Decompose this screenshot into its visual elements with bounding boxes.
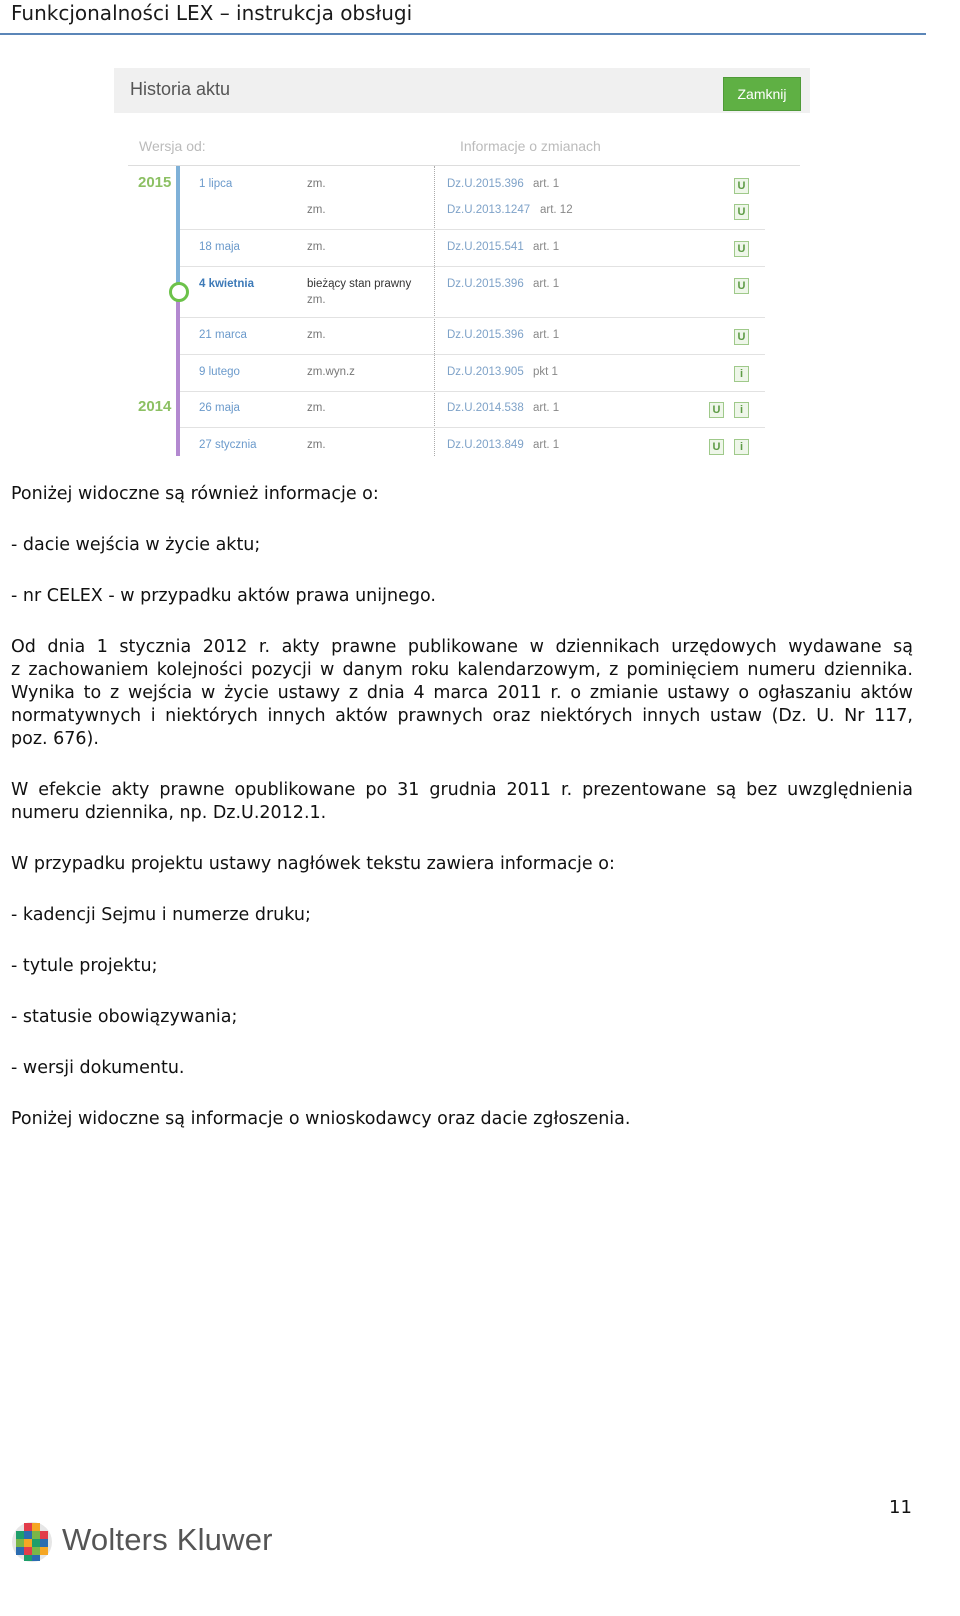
year-label: 2015 — [138, 174, 172, 191]
list-item: - nr CELEX - w przypadku aktów prawa unijnego. — [11, 586, 436, 606]
change-type: zm. — [307, 439, 326, 451]
info-icon[interactable]: i — [734, 366, 749, 382]
version-date[interactable]: 9 lutego — [199, 366, 240, 378]
u-icon[interactable]: U — [734, 178, 749, 194]
u-icon[interactable]: U — [734, 241, 749, 257]
paragraph-line: poz. 676). — [11, 729, 99, 749]
change-article: art. 12 — [540, 204, 573, 216]
change-article: art. 1 — [533, 439, 560, 451]
change-type: zm. — [307, 178, 326, 190]
row-divider — [180, 229, 765, 230]
list-item: - dacie wejścia w życie aktu; — [11, 535, 261, 555]
current-legal-state: bieżący stan prawny — [307, 278, 412, 290]
u-icon[interactable]: U — [734, 329, 749, 345]
page-number: 11 — [889, 1497, 912, 1518]
change-reference-link[interactable]: Dz.U.2015.541 — [447, 241, 524, 253]
paragraph-line: numeru dziennika, np. Dz.U.2012.1. — [11, 803, 327, 823]
panel-header — [114, 68, 810, 113]
change-article: art. 1 — [533, 402, 560, 414]
change-reference-link[interactable]: Dz.U.2015.396 — [447, 178, 524, 190]
list-item: - tytule projektu; — [11, 956, 158, 976]
u-icon[interactable]: U — [734, 278, 749, 294]
version-date[interactable]: 21 marca — [199, 329, 247, 341]
change-reference-link[interactable]: Dz.U.2013.1247 — [447, 204, 531, 216]
paragraph: W przypadku projektu ustawy nagłówek tekstu zawiera informacje o: — [11, 854, 615, 874]
change-reference-link[interactable]: Dz.U.2013.905 — [447, 366, 524, 378]
change-article: pkt 1 — [533, 366, 558, 378]
row-divider — [180, 354, 765, 355]
version-date[interactable]: 1 lipca — [199, 178, 233, 190]
current-version-marker-icon — [169, 282, 189, 302]
page-header — [0, 0, 926, 35]
paragraph-line: z zachowaniem kolejności pozycji w danym roku kalendarzowym, z pominięciem numeru dziennika. — [11, 660, 913, 680]
change-type: zm. — [307, 329, 326, 341]
list-item: - kadencji Sejmu i numerze druku; — [11, 905, 311, 925]
change-type: zm. — [307, 241, 326, 253]
change-article: art. 1 — [533, 241, 560, 253]
close-button[interactable]: Zamknij — [723, 77, 801, 111]
row-divider — [180, 317, 765, 318]
change-article: art. 1 — [533, 329, 560, 341]
change-type: zm. — [307, 294, 326, 306]
u-icon[interactable]: U — [709, 439, 724, 455]
year-label: 2014 — [138, 398, 172, 415]
version-date[interactable]: 27 stycznia — [199, 439, 257, 451]
change-type: zm. — [307, 204, 326, 216]
change-reference-link[interactable]: Dz.U.2015.396 — [447, 278, 524, 290]
brand-name: Wolters Kluwer — [62, 1522, 273, 1557]
list-item: - wersji dokumentu. — [11, 1058, 185, 1078]
act-history-screenshot — [114, 68, 810, 460]
paragraph: Poniżej widoczne są informacje o wnioskodawcy oraz dacie zgłoszenia. — [11, 1109, 631, 1129]
change-reference-link[interactable]: Dz.U.2014.538 — [447, 402, 524, 414]
row-divider — [180, 427, 765, 428]
change-article: art. 1 — [533, 178, 560, 190]
paragraph: Poniżej widoczne są również informacje o: — [11, 484, 379, 504]
document-title: Funkcjonalności LEX – instrukcja obsługi — [11, 1, 413, 25]
change-article: art. 1 — [533, 278, 560, 290]
version-date[interactable]: 26 maja — [199, 402, 240, 414]
info-icon[interactable]: i — [734, 439, 749, 455]
change-reference-link[interactable]: Dz.U.2015.396 — [447, 329, 524, 341]
change-type: zm. — [307, 402, 326, 414]
timeline-past — [176, 291, 180, 456]
list-item: - statusie obowiązywania; — [11, 1007, 238, 1027]
change-type: zm.wyn.z — [307, 366, 355, 378]
version-date-current[interactable]: 4 kwietnia — [199, 278, 254, 290]
wolters-kluwer-logo-icon — [11, 1521, 53, 1563]
info-icon[interactable]: i — [734, 402, 749, 418]
paragraph-line: Od dnia 1 stycznia 2012 r. akty prawne publikowane w dziennikach urzędowych wydawane są — [11, 637, 913, 657]
paragraph-line: W efekcie akty prawne opublikowane po 31 grudnia 2011 r. prezentowane są bez uwzględnienia — [11, 780, 913, 800]
u-icon[interactable]: U — [734, 204, 749, 220]
u-icon[interactable]: U — [709, 402, 724, 418]
paragraph-line: normatywnych i niektórych innych aktów prawnych oraz niektórych innych ustaw (Dz. U. Nr 117, — [11, 706, 913, 726]
panel-title: Historia aktu — [130, 79, 231, 99]
change-reference-link[interactable]: Dz.U.2013.849 — [447, 439, 524, 451]
column-divider — [434, 166, 435, 456]
version-date[interactable]: 18 maja — [199, 241, 240, 253]
row-divider — [180, 266, 765, 267]
paragraph-line: Wynika to z wejścia w życie ustawy z dnia 4 marca 2011 r. o zmianie ustawy o ogłaszaniu aktów — [11, 683, 913, 703]
header-divider — [128, 165, 800, 166]
row-divider — [180, 391, 765, 392]
column-changes-header: Informacje o zmianach — [460, 138, 601, 154]
column-version-header: Wersja od: — [139, 138, 206, 154]
